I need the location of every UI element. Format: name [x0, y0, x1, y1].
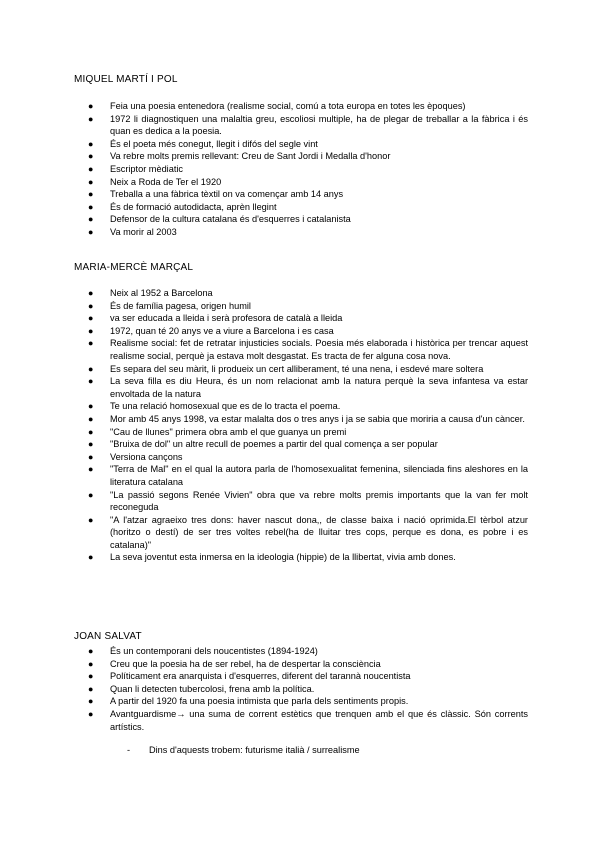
list-item: ● És de família pagesa, origen humil [88, 300, 251, 311]
list-item: ● Escriptor mèdiatic [88, 163, 184, 174]
bullet-icon: ● [88, 151, 94, 162]
bullet-icon: ● [88, 376, 94, 387]
list-item: ● Neix al 1952 a Barcelona [88, 288, 213, 298]
list-item: ● Versiona cançons [88, 451, 183, 462]
list-item: ● Es separa del seu màrit, li produeix un cert alliberament, té una nena, i esdevé mare soltera [88, 363, 484, 374]
bullet-icon: ● [88, 646, 94, 656]
bullet-icon: ● [88, 451, 94, 462]
list-item: ● Va rebre molts premis rellevant: Creu de Sant Jordi i Medalla d'honor [88, 151, 391, 162]
list-item: ● Feia una poesia entenedora (realisme social, comú a tota europa en totes les èpoques) [88, 101, 466, 111]
bullet-icon: ● [88, 338, 94, 349]
list-item: ● És el poeta més conegut, llegit i difós del segle vint [88, 138, 318, 149]
list-item: ● 1972, quan té 20 anys ve a viure a Barcelona i es casa [88, 325, 334, 336]
list-item: ● Mor amb 45 anys 1998, va estar malalta dos o tres anys i ja se sabia que moriria a causa d'un càncer. [88, 413, 525, 424]
bullet-icon: ● [88, 464, 94, 475]
bullet-icon: ● [88, 401, 94, 412]
list-item: ● Te una relació homosexual que es de lo tracta el poema. [88, 401, 341, 412]
bullet-icon: ● [88, 671, 94, 682]
list-marti-i-pol [74, 100, 528, 239]
bullet-icon: ● [88, 163, 94, 174]
section-title-maria-merce-marcal: MARIA-MERCÈ MARÇAL [74, 262, 194, 273]
list-maria-merce-marcal [74, 287, 528, 564]
bullet-icon: ● [88, 176, 94, 187]
list-item: ● A partir del 1920 fa una poesia intimista que parla dels sentiments propis. [88, 696, 409, 707]
bullet-icon: ● [88, 514, 94, 525]
list-item: ● La seva filla es diu Heura, és un nom relacionat amb la natura perquè la seva infantesa va estar envoltada de la natura [88, 376, 528, 399]
bullet-icon: ● [88, 201, 94, 212]
list-joan-salvat [74, 645, 528, 733]
list-item: ● És un contemporani dels noucentistes (1894-1924) [88, 646, 318, 656]
list-item: ● Avantguardisme→ una suma de corrent estètics que trenquen amb el que és clàssic. Són corrents artístics. [88, 708, 528, 732]
bullet-icon: ● [88, 226, 94, 237]
bullet-icon: ● [88, 101, 94, 111]
bullet-icon: ● [88, 113, 94, 124]
bullet-icon: ● [88, 489, 94, 500]
list-item: ● Va morir al 2003 [88, 226, 177, 237]
bullet-icon: ● [88, 413, 94, 424]
list-item: ● "A l'atzar agraeixo tres dons: haver nascut dona,, de classe baixa i nació oprimida.El tèrbol atzur (horitzo o destí) de ser tres voltes rebel(ha de lluitar tres cops, perque es dona, es pobre i es catalana)" [88, 514, 528, 550]
bullet-icon: ● [88, 325, 94, 336]
list-item: ● Treballa a una fàbrica tèxtil on va començar amb 14 anys [88, 189, 344, 200]
bullet-icon: ● [88, 363, 94, 374]
bullet-icon: ● [88, 708, 94, 719]
bullet-icon: ● [88, 300, 94, 311]
list-item: ● La seva joventut esta inmersa en la ideologia (hippie) de la llibertat, vivia amb dones. [88, 552, 456, 563]
list-item: ● "Bruixa de dol" un altre recull de poemes a partir del qual comença a ser popular [88, 439, 438, 450]
list-item: ● És de formació autodidacta, aprèn llegint [88, 201, 277, 212]
list-item: ● Políticament era anarquista i d'esquerres, diferent del tarannà noucentista [88, 671, 411, 682]
list-item: ● "Cau de llunes" primera obra amb el que guanya un premi [88, 426, 347, 437]
bullet-icon: ● [88, 288, 94, 298]
list-item: ● Realisme social: fet de retratar injusticies socials. Poesia més elaborada i històrica per trencar aquest realisme social, perquè ja estava molt desgastat. Es tracta de fer alguna cosa nova. [88, 338, 528, 361]
bullet-icon: ● [88, 313, 94, 324]
bullet-icon: ● [88, 696, 94, 707]
section-title-marti-i-pol: MIQUEL MARTÍ I POL [74, 74, 178, 85]
section-title-joan-salvat: JOAN SALVAT [74, 631, 142, 642]
list-item: ● Creu que la poesia ha de ser rebel, ha de despertar la consciència [88, 658, 381, 669]
bullet-icon: ● [88, 189, 94, 200]
dash-marker: - [127, 745, 131, 755]
list-item: ● "Terra de Mal" en el qual la autora parla de l'homosexualitat femenina, silenciada fins aleshores en la literatura catalana [88, 464, 528, 487]
bullet-icon: ● [88, 552, 94, 563]
bullet-icon: ● [88, 439, 94, 450]
bullet-icon: ● [88, 683, 94, 694]
bullet-icon: ● [88, 214, 94, 225]
bullet-icon: ● [88, 426, 94, 437]
list-item: ● va ser educada a lleida i serà profesora de català a lleida [88, 313, 343, 324]
list-item: ● Defensor de la cultura catalana és d'esquerres i catalanista [88, 214, 351, 225]
sub-list-item-text: Dins d'aquests trobem: futurisme italià / surrealisme [149, 745, 360, 755]
list-item: ● Neix a Roda de Ter el 1920 [88, 176, 222, 187]
list-item: ● 1972 li diagnostiquen una malaltia greu, escoliosi multiple, ha de plegar de treballar a la fàbrica i és quan es dedica a la poesia. [88, 113, 528, 137]
list-item: ● Quan li detecten tubercolosi, frena amb la política. [88, 683, 315, 694]
list-item: ● "La passió segons Renée Vivien" obra que va rebre molts premis importants que la van fer molt reconeguda [88, 489, 528, 513]
bullet-icon: ● [88, 658, 94, 669]
bullet-icon: ● [88, 138, 94, 149]
